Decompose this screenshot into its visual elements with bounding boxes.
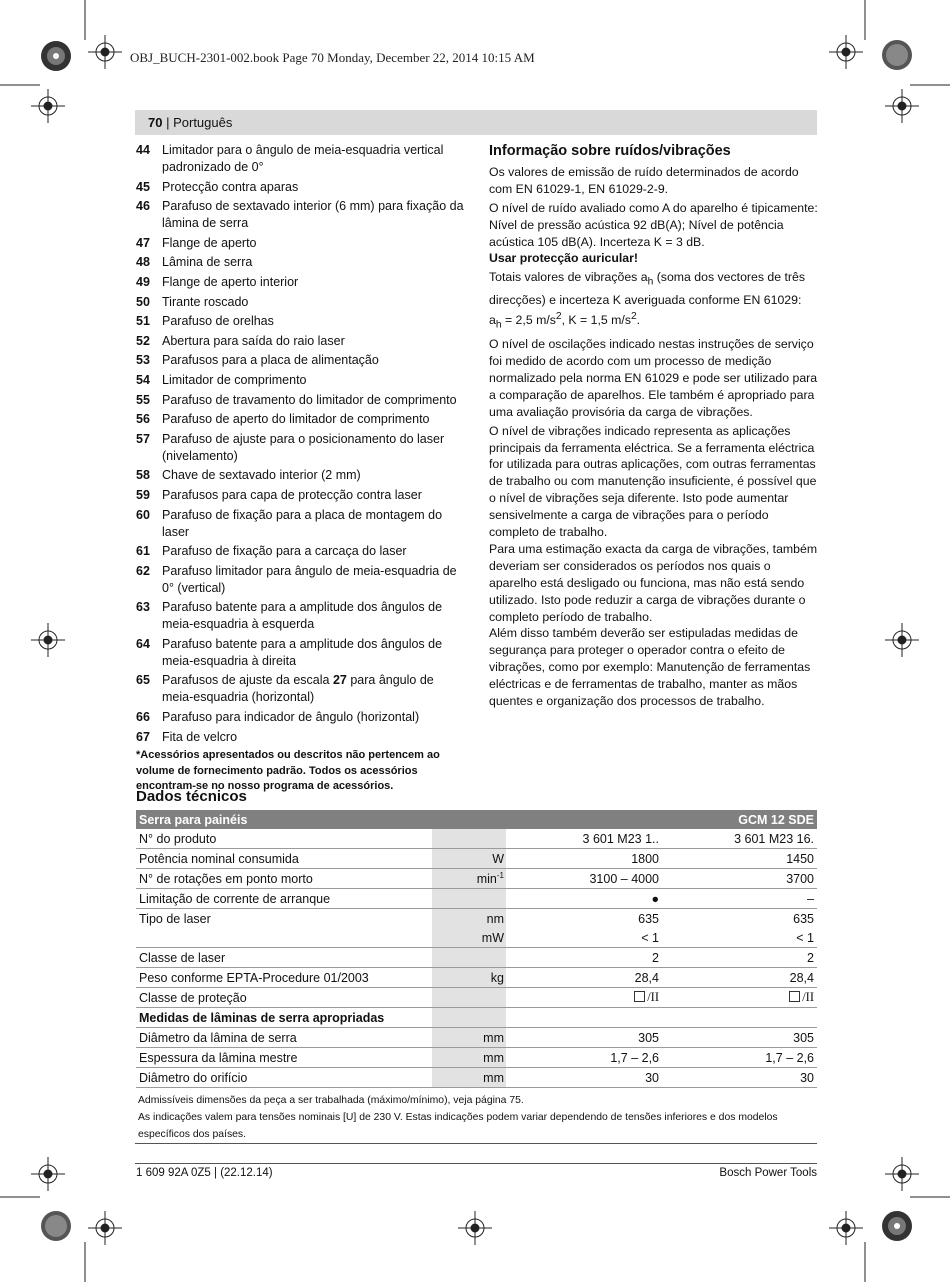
- list-item: 62 Parafuso limitador para ângulo de meia-esquadria de 0° (vertical): [136, 563, 457, 595]
- parts-list: [136, 142, 466, 795]
- table-row: mW < 1 < 1: [136, 928, 817, 948]
- crosshair-target-icon: [885, 623, 919, 657]
- section-heading: Informação sobre ruídos/vibrações: [489, 143, 731, 159]
- table-header-left: Serra para painéis: [136, 810, 506, 829]
- protection-class-box-icon: [634, 991, 645, 1002]
- crosshair-target-icon: [88, 1211, 122, 1245]
- table-row: Classe de laser 2 2: [136, 948, 817, 968]
- tech-data-table: [136, 810, 817, 1088]
- list-item: 46 Parafuso de sextavado interior (6 mm) para fixação da lâmina de serra: [136, 199, 464, 231]
- list-item: 53 Parafusos para a placa de alimentação: [136, 353, 379, 368]
- table-row: Diâmetro da lâmina de serra mm 305 305: [136, 1028, 817, 1048]
- table-subheading-row: Medidas de lâminas de serra apropriadas: [136, 1008, 817, 1028]
- table-note: As indicações valem para tensões nominais [U] de 230 V. Estas indicações podem variar dependendo de tensões inferiores e dos modelos específicos dos países.: [138, 1112, 778, 1140]
- table-notes: [138, 1092, 818, 1143]
- list-item: 51 Parafuso de orelhas: [136, 314, 274, 329]
- noise-vibration-section: [489, 143, 819, 712]
- list-item: 60 Parafuso de fixação para a placa de montagem do laser: [136, 507, 443, 539]
- page-header-bar: [135, 110, 817, 135]
- warning-text: Usar protecção auricular!: [489, 251, 638, 266]
- accessories-footnote: *Acessórios apresentados ou descritos não pertencem ao volume de fornecimento padrão. Todos os acessórios encontram-se no nosso programa de acessórios.: [136, 749, 440, 793]
- crosshair-target-icon: [885, 89, 919, 123]
- table-row: Classe de proteção /II /II: [136, 988, 817, 1008]
- list-item: 49 Flange de aperto interior: [136, 274, 299, 289]
- list-item: 64 Parafuso batente para a amplitude dos ângulos de meia-esquadria à direita: [136, 636, 443, 668]
- starburst-icon: [882, 1211, 912, 1241]
- list-item: 48 Lâmina de serra: [136, 255, 253, 270]
- table-row: N° de rotações em ponto morto $\min^{-1}$ 3100 – 4000 3700: [136, 869, 817, 889]
- table-row: Potência nominal consumida W 1800 1450: [136, 849, 817, 869]
- list-item: 45 Protecção contra aparas: [136, 179, 299, 194]
- list-item: 59 Parafusos para capa de protecção contra laser: [136, 487, 422, 502]
- list-item: 58 Chave de sextavado interior (2 mm): [136, 468, 361, 483]
- list-item: 57 Parafuso de ajuste para o posicionamento do laser (nivelamento): [136, 431, 445, 463]
- list-item: 67 Fita de velcro: [136, 729, 238, 744]
- paragraph: Além disso também deverão ser estipuladas medidas de segurança para proteger o operador contra o efeito de vibrações, como por exemplo: Manutenção de ferramentas eléctricas e de ferramentas de trabalho, manter as mãos quentes e organização dos processos de trabalho.: [489, 626, 811, 709]
- section-name: | Português: [166, 115, 233, 130]
- footer-brand: Bosch Power Tools: [719, 1167, 817, 1179]
- paragraph: Os valores de emissão de ruído determinados de acordo com EN 61029-1, EN 61029-2-9.: [489, 164, 799, 196]
- list-item: 55 Parafuso de travamento do limitador de comprimento: [136, 392, 457, 407]
- table-row: Diâmetro do orifício mm 30 30: [136, 1068, 817, 1088]
- list-item: 61 Parafuso de fixação para a carcaça do laser: [136, 544, 407, 559]
- paragraph: Totais valores de vibrações $a_h$ (soma dos vectores de três direcções) e incerteza K averiguada conforme EN 61029: $a_h = 2,5$ $m/s^2$, K = 1,5 $m/s^2$.: [489, 270, 806, 331]
- list-item: 63 Parafuso batente para a amplitude dos ângulos de meia-esquadria à esquerda: [136, 600, 443, 632]
- table-row: Tipo de laser nm 635 635: [136, 909, 817, 929]
- list-item: 52 Abertura para saída do raio laser: [136, 333, 345, 348]
- table-note: Admissíveis dimensões da peça a ser trabalhada (máximo/mínimo), veja página 75.: [138, 1095, 524, 1106]
- starburst-icon: [41, 41, 71, 71]
- list-item: 65 Parafusos de ajuste da escala 27 para ângulo de meia-esquadria (horizontal): [136, 673, 434, 705]
- table-row: Espessura da lâmina mestre mm 1,7 – 2,6 1,7 – 2,6: [136, 1048, 817, 1068]
- list-item: 56 Parafuso de aperto do limitador de comprimento: [136, 412, 430, 427]
- crosshair-target-icon: [829, 35, 863, 69]
- paragraph: O nível de oscilações indicado nestas instruções de serviço foi medido de acordo com um processo de medição normalizado pela norma EN 61029 e pode ser utilizado para a comparação de aparelhos. Ele também é apropriado para uma avaliação provisória da carga de vibrações.: [489, 337, 818, 419]
- crosshair-target-icon: [31, 89, 65, 123]
- table-row: N° do produto 3 601 M23 1.. 3 601 M23 16.: [136, 829, 817, 849]
- list-item: 50 Tirante roscado: [136, 294, 249, 309]
- crosshair-target-icon: [31, 623, 65, 657]
- table-row: Peso conforme EPTA-Procedure 01/2003 kg 28,4 28,4: [136, 968, 817, 988]
- page-title: [148, 115, 232, 130]
- crosshair-target-icon: [458, 1211, 492, 1245]
- divider: [135, 1143, 817, 1144]
- crosshair-target-icon: [885, 1157, 919, 1191]
- list-item: 66 Parafuso para indicador de ângulo (horizontal): [136, 710, 420, 725]
- color-dot-icon: [882, 40, 912, 70]
- footer-divider: [135, 1163, 817, 1164]
- crosshair-target-icon: [88, 35, 122, 69]
- footer-doc-number: 1 609 92A 0Z5 | (22.12.14): [136, 1167, 273, 1179]
- page-number: 70: [148, 115, 163, 130]
- list-item: 44 Limitador para o ângulo de meia-esquadria vertical padronizado de 0°: [136, 143, 444, 174]
- crosshair-target-icon: [31, 1157, 65, 1191]
- paragraph: Para uma estimação exacta da carga de vibrações, também deveriam ser considerados os períodos nos quais o aparelho está desligado ou funciona, mas não está sendo utilizado. Isto pode reduzir a carga de vibrações durante o completo período de trabalho.: [489, 541, 818, 624]
- table-row: Limitação de corrente de arranque ● –: [136, 889, 817, 909]
- crosshair-target-icon: [829, 1211, 863, 1245]
- list-item: 47 Flange de aperto: [136, 235, 257, 250]
- protection-class-box-icon: [789, 991, 800, 1002]
- table-header-right: GCM 12 SDE: [506, 810, 817, 829]
- paragraph: O nível de vibrações indicado representa as aplicações principais da ferramenta eléctrica. Se a ferramenta eléctrica for utilizada para outras aplicações, com outras ferramentas de trabalho ou com manutenção insuficiente, é possível que o nível de vibrações seja diferente. Isto pode aumentar sensivelmente a carga de vibrações para o período completo de trabalho.: [489, 423, 817, 540]
- paragraph: O nível de ruído avaliado como A do aparelho é tipicamente: Nível de pressão acústica 92 dB(A); Nível de potência acústica 105 dB(A). Incerteza K = 3 dB.: [489, 200, 818, 249]
- list-item: 54 Limitador de comprimento: [136, 372, 307, 387]
- color-dot-icon: [41, 1211, 71, 1241]
- table-header-row: [136, 810, 817, 829]
- tech-data-title: Dados técnicos: [136, 788, 247, 805]
- print-header: OBJ_BUCH-2301-002.book Page 70 Monday, December 22, 2014 10:15 AM: [130, 50, 535, 65]
